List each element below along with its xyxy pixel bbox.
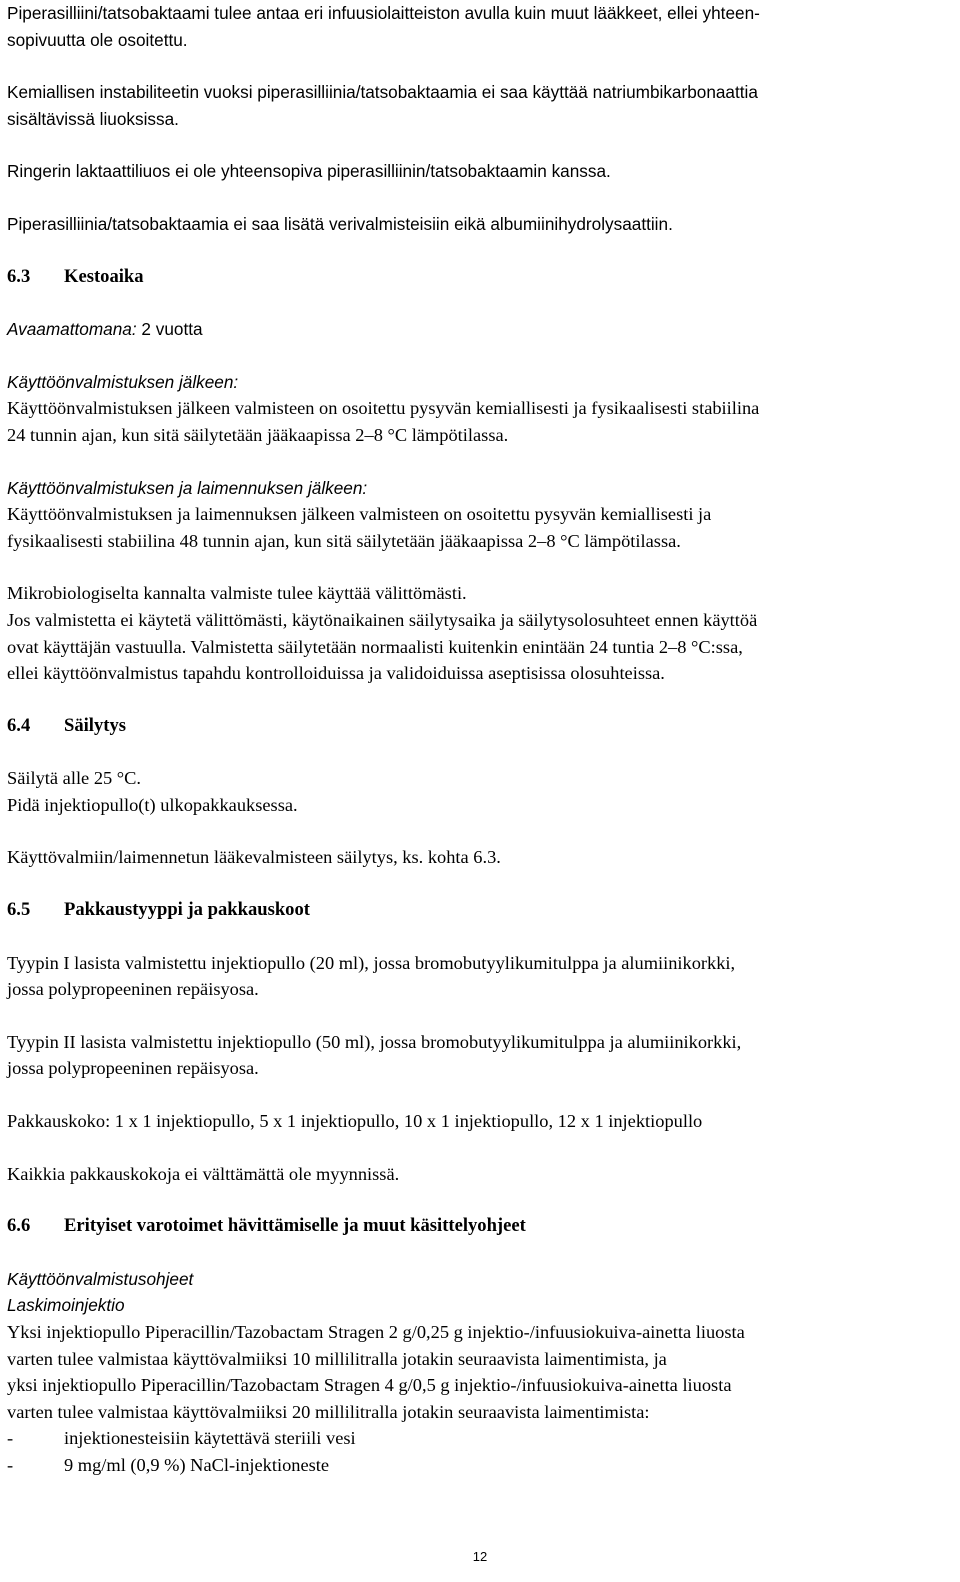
user-responsibility-line-3: ellei käyttöönvalmistus tapahdu kontrolloiduissa ja validoiduissa aseptisissa olosuhteissa. [7,663,665,684]
user-responsibility-line-1: Jos valmistetta ei käytetä välittömästi, käytönaikainen säilytysaika ja säilytysolosuhteet ennen käyttöä [7,609,758,630]
compat-line-2: sopivuutta ole osoitettu. [7,29,188,50]
microbiology-paragraph: Mikrobiologiselta kannalta valmiste tulee käyttää välittömästi. [7,583,467,604]
iv-line-2: varten tulee valmistaa käyttövalmiiksi 10 millilitralla jotakin seuraavista laimentimista, ja [7,1348,667,1369]
storage-temperature: Säilytä alle 25 °C. [7,768,142,789]
dilution-label: Käyttöönvalmistuksen ja laimennuksen jälkeen: [7,477,368,498]
bicarbonate-line-2: sisältävissä liuoksissa. [7,108,179,129]
dilution-line-1: Käyttöönvalmistuksen ja laimennuksen jälkeen valmisteen on osoitettu pysyvän kemiallisesti ja [7,504,712,525]
reconstitution-label: Käyttöönvalmistuksen jälkeen: [7,371,239,392]
storage-carton: Pidä injektiopullo(t) ulkopakkauksessa. [7,794,298,815]
unopened-shelf-life [7,316,955,343]
unopened-value: 2 vuotta [136,319,203,340]
bicarbonate-line-1: Kemiallisen instabiliteetin vuoksi piperasilliinia/tatsobaktaamia ei saa käyttää natriumbikarbonaattia [7,82,758,103]
section-title: Pakkaustyyppi ja pakkauskoot [64,899,310,921]
list-item-text: injektionesteisiin käytettävä steriili vesi [64,1428,356,1449]
section-number: 6.6 [7,1215,31,1237]
compat-line-1: Piperasilliini/tatsobaktaami tulee antaa eri infuusiolaitteiston avulla kuin muut lääkkeet, ellei yhteen- [7,3,760,23]
section-title: Säilytys [64,714,126,736]
section-heading-6-5 [7,897,955,924]
page-number: 12 [472,1549,488,1564]
container-type2-line-2: jossa polypropeeninen repäisyosa. [7,1058,259,1079]
list-item-text: 9 mg/ml (0,9 %) NaCl-injektioneste [64,1454,330,1475]
section-number: 6.3 [7,265,31,287]
unopened-label: Avaamattomana: [7,319,137,340]
pack-sizes: Pakkauskoko: 1 x 1 injektiopullo, 5 x 1 injektiopullo, 10 x 1 injektiopullo, 12 x 1 injektiopullo [7,1111,703,1132]
container-type1-line-2: jossa polypropeeninen repäisyosa. [7,979,259,1000]
user-responsibility-line-2: ovat käyttäjän vastuulla. Valmistetta säilytetään normaalisti kuitenkin enintään 24 tuntia 2–8 °C:ssa, [7,636,743,657]
reconstitution-line-1: Käyttöönvalmistuksen jälkeen valmisteen on osoitettu pysyvän kemiallisesti ja fysikaalisesti stabiilina [7,398,760,419]
section-heading-6-3 [7,264,955,291]
section-heading-6-4 [7,713,955,740]
document-page [7,0,955,1479]
pack-sizes-marketed: Kaikkia pakkauskokoja ei välttämättä ole myynnissä. [7,1163,400,1184]
section-title: Kestoaika [64,265,144,287]
section-number: 6.4 [7,714,31,736]
container-type2-line-1: Tyypin II lasista valmistettu injektiopullo (50 ml), jossa bromobutyylikumitulppa ja alumiinikorkki, [7,1031,742,1052]
list-item [7,1452,955,1479]
list-item [7,1425,955,1452]
bullet-dash: - [7,1454,14,1475]
container-type1-line-1: Tyypin I lasista valmistettu injektiopullo (20 ml), jossa bromobutyylikumitulppa ja alumiinikorkki, [7,952,736,973]
storage-reference: Käyttövalmiin/laimennetun lääkevalmisteen säilytys, ks. kohta 6.3. [7,847,501,868]
section-title: Erityiset varotoimet hävittämiselle ja muut käsittelyohjeet [64,1215,526,1237]
instructions-label: Käyttöönvalmistusohjeet [7,1268,194,1289]
section-heading-6-6 [7,1213,955,1240]
dilution-line-2: fysikaalisesti stabiilina 48 tunnin ajan, kun sitä säilytetään jääkaapissa 2–8 °C lämpötilassa. [7,530,681,551]
reconstitution-line-2: 24 tunnin ajan, kun sitä säilytetään jääkaapissa 2–8 °C lämpötilassa. [7,424,509,445]
iv-line-1: Yksi injektiopullo Piperacillin/Tazobactam Stragen 2 g/0,25 g injektio-/infuusiokuiva-ainetta liuosta [7,1322,745,1342]
section-number: 6.5 [7,899,31,921]
iv-line-3: yksi injektiopullo Piperacillin/Tazobactam Stragen 4 g/0,5 g injektio-/infuusiokuiva-ainetta liuosta [7,1375,732,1396]
iv-injection-label: Laskimoinjektio [7,1295,125,1316]
blood-products-paragraph: Piperasilliinia/tatsobaktaamia ei saa lisätä verivalmisteisiin eikä albumiinihydrolysaattiin. [7,213,673,234]
bullet-dash: - [7,1428,14,1449]
iv-line-4: varten tulee valmistaa käyttövalmiiksi 20 millilitralla jotakin seuraavista laimentimista: [7,1401,650,1422]
ringer-paragraph: Ringerin laktaattiliuos ei ole yhteensopiva piperasilliinin/tatsobaktaamin kanssa. [7,161,611,182]
